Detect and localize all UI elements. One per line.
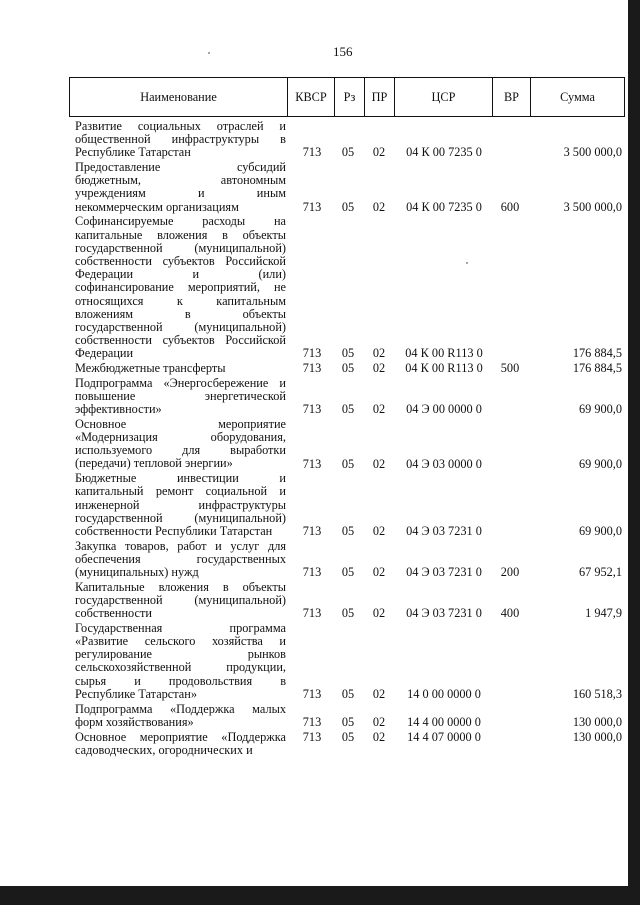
cell-vr: 400 (500, 606, 520, 621)
cell-rz: 05 (341, 729, 355, 744)
row-name (75, 377, 286, 417)
row-name-line: Государственная программа (75, 620, 286, 635)
cell-pr: 02 (372, 145, 386, 160)
row-name-line: Республике Татарстан» (75, 686, 197, 701)
row-name-line: собственности (75, 606, 152, 621)
row-name-line: государственной (муниципальной) (75, 592, 286, 607)
cell-kvsr: 713 (302, 524, 322, 538)
row-name-line: Федерации (75, 346, 134, 361)
cell-sum: 130 000,0 (572, 714, 622, 729)
scan-edge-bottom (0, 886, 640, 905)
row-name-line: Межбюджетные трансферты (75, 361, 226, 376)
cell-csr: 04 Э 00 0000 0 (406, 402, 482, 417)
row-name-line: форм хозяйствования» (75, 714, 194, 729)
row-name (75, 362, 286, 375)
row-name-line: Развитие социальных отраслей и (75, 119, 286, 133)
cell-sum: 130 000,0 (572, 729, 622, 744)
cell-kvsr: 713 (302, 145, 322, 160)
row-name-line: Федерации и (или) (75, 267, 286, 282)
table-header (69, 77, 625, 117)
row-name-line: инженерной инфраструктуры (75, 497, 286, 512)
cell-csr: 04 К 00 R113 0 (405, 346, 483, 361)
row-name-line: «Развитие сельского хозяйства и (75, 634, 286, 649)
row-name-line: общественной инфраструктуры в (75, 132, 286, 147)
cell-csr: 14 0 00 0000 0 (407, 686, 481, 701)
cell-pr: 02 (372, 402, 386, 417)
row-name-line: (передачи) тепловой энергии» (75, 456, 233, 471)
cell-vr: 600 (500, 199, 520, 214)
row-name-line: относящихся к капитальным (75, 293, 286, 308)
cell-csr: 04 Э 03 7231 0 (406, 524, 482, 538)
cell-csr: 04 К 00 R113 0 (405, 361, 483, 376)
row-name-line: сельскохозяйственной продукции, (75, 660, 286, 675)
cell-kvsr: 713 (302, 402, 322, 417)
row-name-line: Основное мероприятие «Поддержка (75, 729, 286, 744)
cell-rz: 05 (341, 456, 355, 471)
row-name-line: Софинансируемые расходы на (75, 214, 286, 229)
cell-rz: 05 (341, 361, 355, 376)
cell-rz: 05 (341, 346, 355, 361)
row-name (75, 581, 286, 621)
cell-rz: 05 (341, 606, 355, 621)
row-name-line: вложениям в объекты (75, 306, 286, 321)
scan-edge-right (628, 0, 640, 905)
row-name-line: государственной (муниципальной) (75, 510, 286, 525)
cell-pr: 02 (372, 565, 386, 580)
cell-kvsr: 713 (302, 346, 322, 361)
row-name-line: садоводческих, огороднических и (75, 742, 253, 757)
row-name (75, 161, 286, 214)
row-name-line: Подпрограмма «Поддержка малых (75, 701, 286, 716)
cell-kvsr: 713 (302, 456, 322, 471)
cell-pr: 02 (372, 524, 386, 538)
row-name (75, 540, 286, 580)
row-name-line: капитальный ремонт социальной и (75, 484, 286, 499)
cell-vr: 200 (500, 565, 520, 580)
cell-sum: 69 900,0 (578, 456, 622, 471)
cell-pr: 02 (372, 606, 386, 621)
row-name-line: Капитальные вложения в объекты (75, 579, 286, 594)
cell-vr: 500 (500, 361, 520, 376)
row-name-line: собственности Республики Татарстан (75, 523, 273, 538)
page-number: 156 (333, 44, 353, 59)
cell-csr: 14 4 07 0000 0 (407, 729, 481, 744)
cell-rz: 05 (341, 524, 355, 538)
cell-kvsr: 713 (302, 606, 322, 621)
cell-sum: 69 900,0 (578, 402, 622, 417)
cell-sum: 176 884,5 (572, 361, 622, 376)
row-name-line: бюджетным, автономным (75, 173, 286, 188)
cell-sum: 1 947,9 (585, 606, 622, 621)
cell-csr: 14 4 00 0000 0 (407, 714, 481, 729)
row-name-line: повышение энергетической (75, 388, 286, 403)
cell-rz: 05 (341, 402, 355, 417)
header-kvsr: КВСР (288, 78, 335, 116)
row-name-line: обеспечения государственных (75, 551, 286, 566)
row-name-line: собственности субъектов Российской (75, 333, 286, 348)
cell-pr: 02 (372, 729, 386, 744)
header-name: Наименование (70, 78, 288, 116)
scan-speck (208, 52, 210, 54)
cell-csr: 04 Э 03 0000 0 (406, 456, 482, 471)
cell-sum: 67 952,1 (578, 565, 622, 580)
header-sum: Сумма (560, 89, 595, 104)
row-name (75, 120, 286, 160)
cell-pr: 02 (372, 456, 386, 471)
cell-pr: 02 (372, 346, 386, 361)
row-name-line: сырья и продовольствия в (75, 673, 286, 688)
row-name-line: Предоставление субсидий (75, 160, 286, 175)
cell-pr: 02 (372, 686, 386, 701)
cell-sum: 3 500 000,0 (563, 199, 622, 214)
cell-sum: 69 900,0 (578, 524, 622, 538)
cell-rz: 05 (341, 686, 355, 701)
cell-csr: 04 Э 03 7231 0 (406, 606, 482, 621)
row-name-line: Подпрограмма «Энергосбережение и (75, 375, 286, 390)
cell-rz: 05 (341, 565, 355, 580)
cell-pr: 02 (372, 714, 386, 729)
row-name-line: используемого для выработки (75, 443, 286, 458)
row-name (75, 215, 286, 360)
cell-rz: 05 (341, 714, 355, 729)
row-name-line: софинансирование мероприятий, не (75, 280, 286, 295)
row-name-line: государственной (муниципальной) (75, 319, 286, 334)
cell-kvsr: 713 (302, 686, 322, 701)
header-csr: ЦСР (395, 78, 493, 116)
cell-csr: 04 К 00 7235 0 (406, 199, 482, 214)
row-name-line: Закупка товаров, работ и услуг для (75, 538, 286, 553)
row-name (75, 418, 286, 471)
row-name-line: «Модернизация оборудования, (75, 430, 286, 445)
header-vr: ВР (493, 78, 531, 116)
row-name (75, 703, 286, 729)
cell-pr: 02 (372, 199, 386, 214)
cell-kvsr: 713 (302, 729, 322, 744)
cell-kvsr: 713 (302, 361, 322, 376)
scan-speck (466, 262, 468, 264)
row-name-line: капитальные вложения в объекты (75, 227, 286, 242)
cell-kvsr: 713 (302, 714, 322, 729)
row-name-line: государственной (муниципальной) (75, 240, 286, 255)
cell-csr: 04 Э 03 7231 0 (406, 565, 482, 580)
row-name-line: (муниципальных) нужд (75, 565, 199, 580)
row-name (75, 731, 286, 757)
row-name-line: Республике Татарстан (75, 145, 191, 160)
header-rz: Рз (335, 78, 365, 116)
row-name (75, 472, 286, 538)
cell-sum: 3 500 000,0 (563, 145, 622, 160)
row-name-line: эффективности» (75, 402, 162, 417)
header-pr: ПР (365, 78, 395, 116)
cell-rz: 05 (341, 199, 355, 214)
row-name-line: собственности субъектов Российской (75, 253, 286, 268)
row-name (75, 622, 286, 701)
cell-kvsr: 713 (302, 565, 322, 580)
row-name-line: некоммерческим организациям (75, 199, 239, 214)
cell-sum: 160 518,3 (572, 686, 622, 701)
row-name-line: регулирование рынков (75, 647, 286, 662)
row-name-line: учреждениям и иным (75, 186, 286, 201)
cell-rz: 05 (341, 145, 355, 160)
row-name-line: Основное мероприятие (75, 416, 286, 431)
row-name-line: Бюджетные инвестиции и (75, 471, 286, 486)
cell-csr: 04 К 00 7235 0 (406, 145, 482, 160)
cell-sum: 176 884,5 (572, 346, 622, 361)
cell-kvsr: 713 (302, 199, 322, 214)
cell-pr: 02 (372, 361, 386, 376)
